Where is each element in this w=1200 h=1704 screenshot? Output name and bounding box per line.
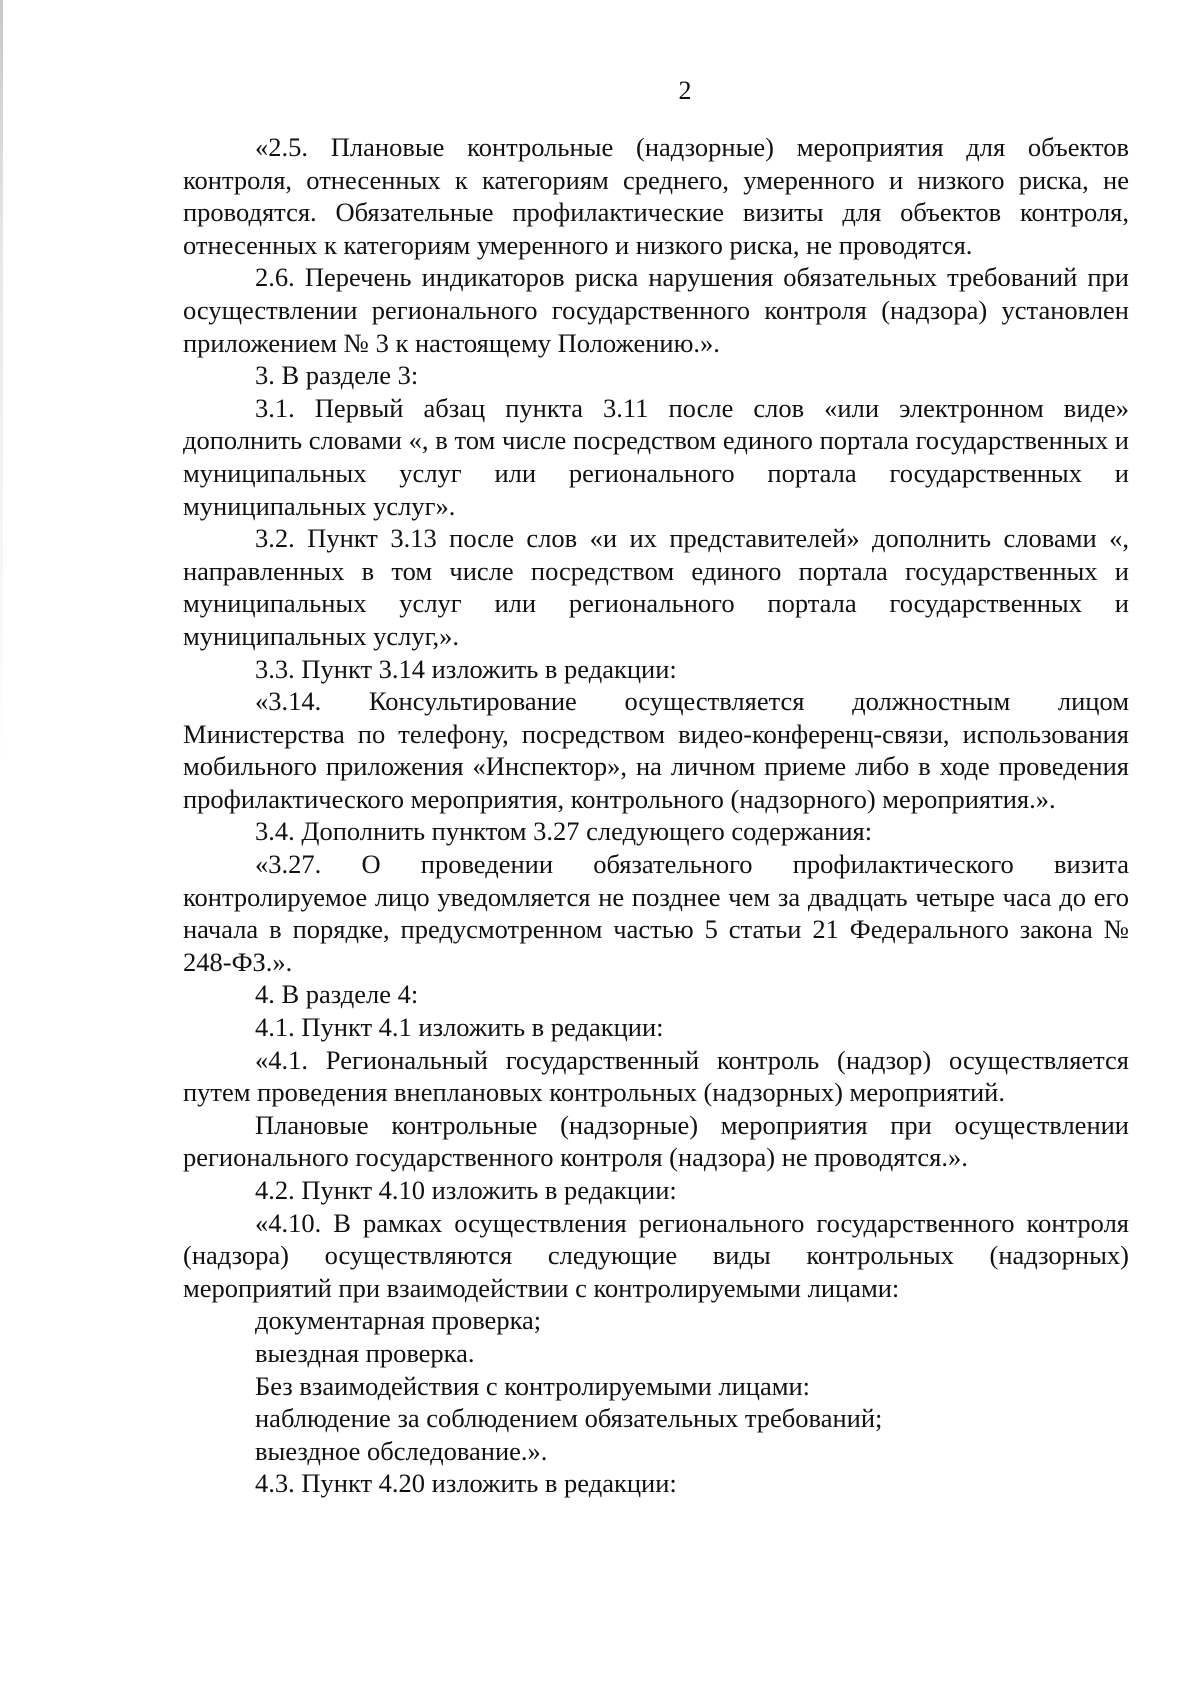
paragraph-4-3: 4.3. Пункт 4.20 изложить в редакции: <box>255 1468 677 1499</box>
paragraph-2-5: «2.5. Плановые контрольные (надзорные) мероприятия для объектов контроля, отнесенных к категориям среднего, умеренного и низкого риска, не проводятся. Обязательные профилактические визиты для объектов контроля, отнесенных к категориям умеренного и низкого риска, не проводятся. <box>183 132 1129 260</box>
paragraph-3-2: 3.2. Пункт 3.13 после слов «и их представителей» дополнить словами «, направленных в том числе посредством единого портала государственных и муниципальных услуг или регионального портала государственных и муниципальных услуг,». <box>183 523 1129 651</box>
paragraph-4-1-intro: 4.1. Пункт 4.1 изложить в редакции: <box>255 1012 664 1043</box>
paragraph-3-27: «3.27. О проведении обязательного профилактического визита контролируемое лицо уведомляется не позднее чем за двадцать четыре часа до его начала в порядке, предусмотренном частью 5 статьи 21 Федерального закона № 248-ФЗ.». <box>183 849 1129 977</box>
list-item-observation: наблюдение за соблюдением обязательных требований; <box>255 1403 883 1434</box>
paragraph-3-3: 3.3. Пункт 3.14 изложить в редакции: <box>255 653 677 684</box>
paragraph-section-4: 4. В разделе 4: <box>255 979 419 1010</box>
paragraph-section-3: 3. В разделе 3: <box>255 360 419 391</box>
paragraph-4-2: 4.2. Пункт 4.10 изложить в редакции: <box>255 1175 677 1205</box>
paragraph-4-10: «4.10. В рамках осуществления регионального государственного контроля (надзора) осуществляются следующие виды контрольных (надзорных) мероприятий при взаимодействии с контролируемыми лицами: <box>183 1207 1129 1303</box>
paragraph-4-1: «4.1. Региональный государственный контроль (надзор) осуществляется путем проведения внеплановых контрольных (надзорных) мероприятий. <box>183 1044 1129 1108</box>
paragraph-3-4: 3.4. Дополнить пунктом 3.27 следующего содержания: <box>255 816 873 847</box>
paragraph-3-1: 3.1. Первый абзац пункта 3.11 после слов «или электронном виде» дополнить словами «, в том числе посредством единого портала государственных и муниципальных услуг или регионального портала государственных и муниципальных услуг». <box>183 392 1129 521</box>
paragraph-without-interaction: Без взаимодействия с контролируемыми лицами: <box>255 1370 811 1401</box>
list-item-documentary-check: документарная проверка; <box>255 1305 542 1336</box>
document-body <box>183 131 1129 1500</box>
list-item-field-check: выездная проверка. <box>255 1337 475 1368</box>
paragraph-planned-measures: Плановые контрольные (надзорные) мероприятия при осуществлении регионального государственного контроля (надзора) не проводятся.». <box>183 1109 1129 1173</box>
page-number: 2 <box>678 76 692 105</box>
paragraph-2-6: 2.6. Перечень индикаторов риска нарушения обязательных требований при осуществлении регионального государственного контроля (надзора) установлен приложением № 3 к настоящему Положению.». <box>183 262 1129 358</box>
paragraph-3-14: «3.14. Консультирование осуществляется должностным лицом Министерства по телефону, посредством видео-конференц-связи, использования мобильного приложения «Инспектор», на личном приеме либо в ходе проведения профилактического мероприятия, контрольного (надзорного) мероприятия.». <box>183 686 1129 814</box>
scan-edge <box>0 0 3 1704</box>
list-item-field-survey: выездное обследование.». <box>255 1435 548 1466</box>
